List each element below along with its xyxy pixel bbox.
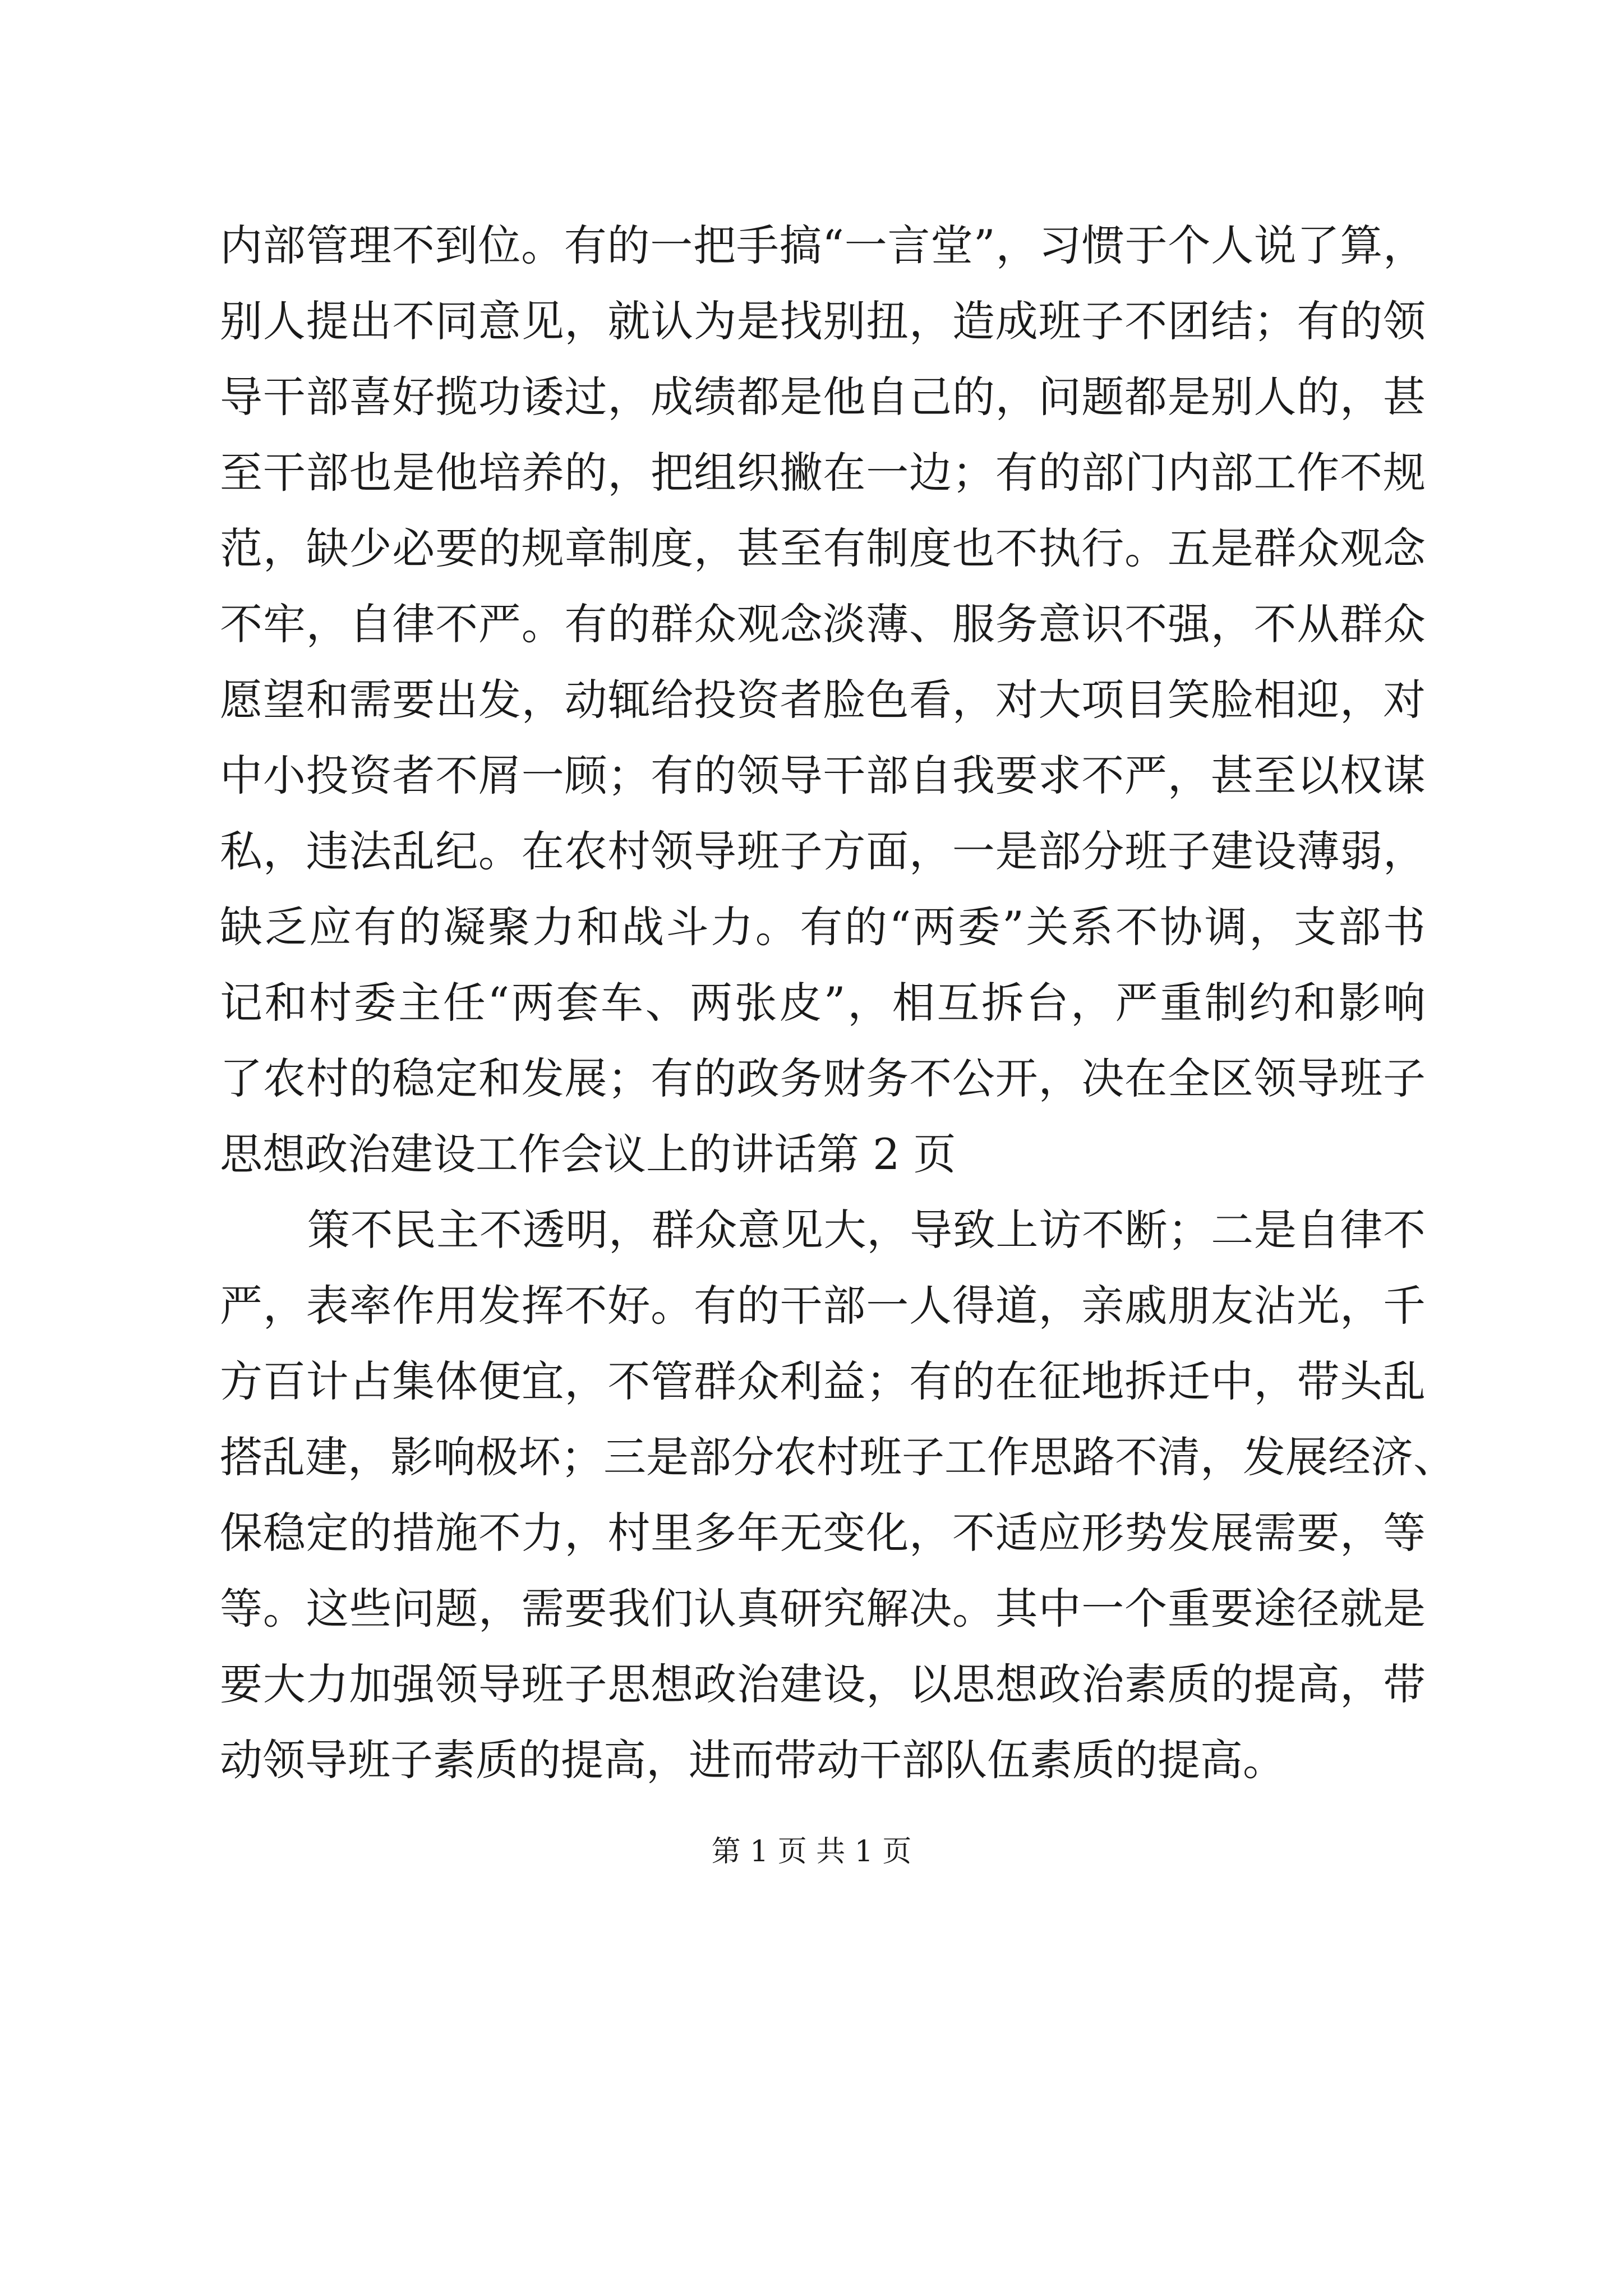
paragraph-2-line-8: 动领导班子素质的提高，进而带动干部队伍素质的提高。 xyxy=(220,1735,1285,1785)
paragraph-2-line-3: 方百计占集体便宜，不管群众利益；有的在征地拆迁中，带头乱 xyxy=(220,1356,1426,1406)
paragraph-1-line-13: 思想政治建设工作会议上的讲话第 2 页 xyxy=(220,1129,956,1179)
paragraph-1-line-8: 中小投资者不屑一顾；有的领导干部自我要求不严，甚至以权谋 xyxy=(220,751,1426,800)
paragraph-1-line-4: 至干部也是他培养的，把组织撇在一边；有的部门内部工作不规 xyxy=(220,448,1426,498)
paragraph-1-line-7: 愿望和需要出发，动辄给投资者脸色看，对大项目笑脸相迎，对 xyxy=(220,675,1426,725)
paragraph-1-line-1: 内部管理不到位。有的一把手搞“一言堂”，习惯于个人说了算， xyxy=(220,220,1426,270)
paragraph-2-line-2: 严，表率作用发挥不好。有的干部一人得道，亲戚朋友沾光，千 xyxy=(220,1281,1426,1331)
paragraph-1-line-10: 缺乏应有的凝聚力和战斗力。有的“两委”关系不协调，支部书 xyxy=(220,902,1426,952)
paragraph-1-line-5: 范，缺少必要的规章制度，甚至有制度也不执行。五是群众观念 xyxy=(220,523,1426,573)
paragraph-1-line-2: 别人提出不同意见，就认为是找别扭，造成班子不团结；有的领 xyxy=(220,296,1426,346)
paragraph-2-line-7: 要大力加强领导班子思想政治建设，以思想政治素质的提高，带 xyxy=(220,1659,1426,1709)
paragraph-2-line-6: 等。这些问题，需要我们认真研究解决。其中一个重要途径就是 xyxy=(220,1584,1426,1634)
paragraph-2-line-5: 保稳定的措施不力，村里多年无变化，不适应形势发展需要，等 xyxy=(220,1508,1426,1558)
paragraph-1-line-3: 导干部喜好揽功诿过，成绩都是他自己的，问题都是别人的，甚 xyxy=(220,372,1426,422)
paragraph-2-line-1: 策不民主不透明，群众意见大，导致上访不断；二是自律不 xyxy=(307,1205,1426,1255)
page-footer: 第 1 页 共 1 页 xyxy=(711,1835,912,1869)
paragraph-1-line-6: 不牢，自律不严。有的群众观念淡薄、服务意识不强，不从群众 xyxy=(220,599,1426,649)
paragraph-1-line-11: 记和村委主任“两套车、两张皮”，相互拆台，严重制约和影响 xyxy=(220,978,1426,1028)
paragraph-1-line-9: 私，违法乱纪。在农村领导班子方面，一是部分班子建设薄弱， xyxy=(220,826,1426,876)
paragraph-2-line-4: 搭乱建，影响极坏；三是部分农村班子工作思路不清，发展经济、 xyxy=(220,1432,1456,1482)
paragraph-1-line-12: 了农村的稳定和发展；有的政务财务不公开，决在全区领导班子 xyxy=(220,1053,1426,1103)
